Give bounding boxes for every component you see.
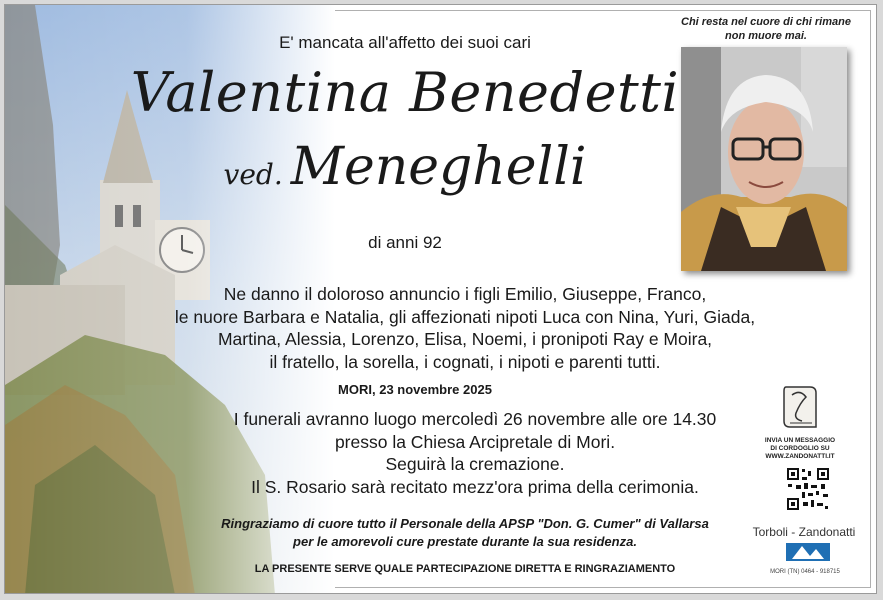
funeral-details bbox=[155, 408, 795, 498]
funeral-home-phone: MORI (TN) 0464 - 918715 bbox=[770, 569, 840, 575]
quote bbox=[657, 15, 875, 43]
announcement-line: Martina, Alessia, Lorenzo, Elisa, Noemi, i pronipoti Ray e Moira, bbox=[217, 329, 713, 349]
quote-line: non muore mai. bbox=[725, 30, 807, 42]
condolence-line: WWW.ZANDONATTI.IT bbox=[765, 453, 835, 460]
deceased-name: Valentina Benedetti bbox=[130, 61, 680, 124]
portrait-illustration bbox=[681, 47, 847, 271]
name-prefix: ved. bbox=[223, 158, 283, 191]
married-surname: Meneghelli bbox=[290, 137, 587, 197]
thanks-line: Ringraziamo di cuore tutto il Personale della APSP "Don. G. Cumer" di Vallarsa bbox=[221, 516, 709, 531]
announcement-line: le nuore Barbara e Natalia, gli affezionati nipoti Luca con Nina, Yuri, Giada, bbox=[174, 306, 756, 327]
funeral-line: Seguirà la cremazione. bbox=[385, 454, 565, 474]
date-line: MORI, 23 novembre 2025 bbox=[338, 382, 492, 397]
quote-line: Chi resta nel cuore di chi rimane bbox=[681, 16, 851, 28]
condolence-message-link[interactable] bbox=[760, 437, 840, 461]
announcement-block bbox=[115, 283, 815, 373]
obituary-card bbox=[4, 4, 877, 594]
portrait-photo bbox=[681, 47, 847, 271]
footer-note: LA PRESENTE SERVE QUALE PARTECIPAZIONE DIRETTA E RINGRAZIAMENTO bbox=[254, 563, 676, 575]
thanks-line: per le amorevoli cure prestate durante la sua residenza. bbox=[293, 534, 637, 549]
funeral-line: presso la Chiesa Arcipretale di Mori. bbox=[334, 431, 616, 452]
condolence-line: DI CORDOGLIO SU bbox=[770, 445, 830, 452]
announcement-line: Ne danno il doloroso annuncio i figli Emilio, Giuseppe, Franco, bbox=[223, 284, 707, 304]
funeral-home-logo bbox=[786, 543, 830, 561]
funeral-line: I funerali avranno luogo mercoledì 26 novembre alle ore 14.30 bbox=[233, 409, 717, 429]
funeral-home-name: Torboli - Zandonatti bbox=[752, 525, 856, 539]
qr-code-icon[interactable] bbox=[786, 467, 830, 511]
intro-text: E' mancata all'affetto dei suoi cari bbox=[279, 33, 531, 52]
thanks-block bbox=[115, 515, 815, 551]
condolence-book-icon[interactable] bbox=[780, 383, 820, 433]
condolence-line: INVIA UN MESSAGGIO bbox=[764, 437, 836, 444]
funeral-line: Il S. Rosario sarà recitato mezz'ora prima della cerimonia. bbox=[251, 476, 699, 497]
age-text: di anni 92 bbox=[368, 233, 442, 252]
announcement-line: il fratello, la sorella, i cognati, i nipoti e parenti tutti. bbox=[269, 351, 661, 372]
deceased-married-name bbox=[175, 137, 635, 197]
